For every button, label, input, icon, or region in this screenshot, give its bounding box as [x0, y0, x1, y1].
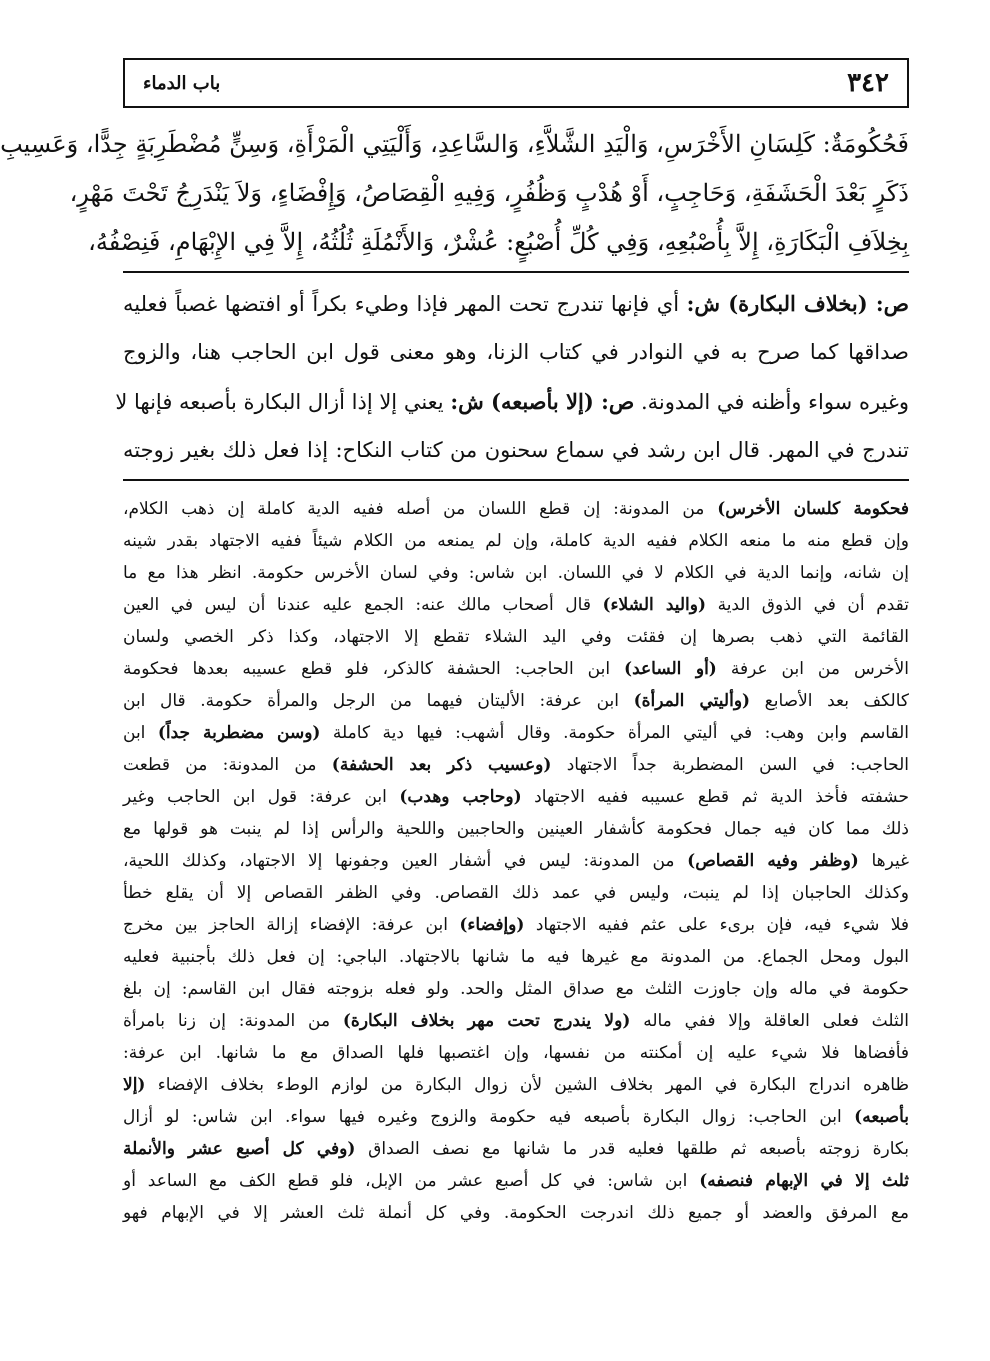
footnote-segment: وكذلك الحاجبان إذا لم ينبت، وليس في عمد ذلك القصاص. وفي الظفر القصاص إلا أن يقلع خطأ: [123, 883, 909, 903]
commentary-segment: أي فإنها تندرج تحت المهر فإذا وطيء بكراً أو افتضها غصباً فعليه: [123, 292, 687, 316]
footnote-segment: حكومة في ماله وإن جاوزت الثلث مع صداق المثل والحد. ولو فعله بزوجته فقال ابن القاسم: إن بلغ: [123, 979, 909, 999]
footnote-segment: حشفته فأخذ الدية ثم قطع عسيبه ففيه الاجتهاد: [521, 787, 909, 807]
footnote-segment-bold: (وعسيب ذكر بعد الحشفة): [331, 755, 552, 775]
footnote-divider: [123, 479, 909, 481]
footnote-segment-bold: (أو الساعد): [624, 659, 717, 679]
footnote-line: [123, 557, 909, 589]
footnote-segment: البول ومحل الجماع. من المدونة مع غيرها فيه ما شانها بالاجتهاد. الباجي: إن فعل ذلك بأجنبية فعليه: [123, 947, 909, 967]
section-divider: [123, 271, 909, 273]
commentary-line: [115, 377, 909, 426]
commentary-segment: تندرج في المهر. قال ابن رشد في سماع سحنون من كتاب النكاح: إذا فعل ذلك بغير زوجته: [123, 438, 909, 462]
page-number: ٣٤٢: [847, 68, 889, 98]
commentary-segment: يعني إلا إذا أزال البكارة بأصبعه فإنها لا: [115, 390, 451, 414]
footnote-segment: الأخرس من ابن عرفة: [716, 659, 909, 679]
footnote-segment-bold: فحكومة كلسان الأخرس): [717, 499, 909, 519]
footnote-line: [123, 589, 909, 621]
footnote-segment: ابن الحاجب: زوال البكارة بأصبعه فيه حكومة والزوج وغيره فيها سواء. ابن شاس: لو أزال: [123, 1107, 855, 1127]
commentary-segment-bold: ص: (بخلاف البكارة) ش:: [686, 291, 909, 316]
footnote-line: [123, 1069, 909, 1101]
footnote-line: [123, 1165, 909, 1197]
footnote-segment: ابن عرفة: الإفضاء إزالة الحاجز بين مخرج: [123, 915, 460, 935]
footnote-segment: ابن: [123, 723, 158, 743]
footnote-segment-bold: (ولا يندرج تحت مهر بخلاف البكارة): [342, 1011, 631, 1031]
footnote-line: [123, 749, 909, 781]
footnote-line: [123, 621, 909, 653]
footnote-line: [123, 525, 909, 557]
footnote-segment: من المدونة: من قطعت: [123, 755, 332, 775]
commentary-line: [123, 426, 909, 475]
commentary-segment: صداقها كما صرح به في النوادر في كتاب الزنا، وهو معنى قول ابن الحاجب هنا، والزوج: [123, 340, 909, 364]
footnote-segment: ذلك مما كان فيه جمال فحكومة كأشفار العينين والحاجبين واللحية والرأس إذا لم ينبت هو قولها مع: [123, 819, 909, 839]
footnote-segment: وإن قطع منه ما منعه الكلام ففيه الدية كاملة، وإن لم يمنعه من الكلام شيئاً ففيه الاجتهاد بقدر شينه: [123, 531, 909, 551]
footnote-line: [123, 877, 909, 909]
commentary-line: [123, 279, 909, 328]
footnote-segment: ابن شاس: في كل أصبع عشر من الإبل، فلو قطع الكف مع الساعد أو: [123, 1171, 700, 1191]
footnote-segment-bold: (واليد الشلاء): [602, 595, 707, 615]
footnote-segment-bold: (وأليتي المرأة): [633, 691, 751, 711]
main-text-line: فَحُكُومَةٌ: كَلِسَانِ الأَخْرَسِ، وَالْيَدِ الشَّلاَّءِ، وَالسَّاعِدِ، وَأَلْيَتِي الْمَرْأَةِ، وَسِنٍّ مُضْطَرِبَةٍ جِدًّا، وَعَسِيبِ: [0, 130, 909, 158]
page-header: [123, 58, 909, 108]
footnote-segment: تقدم أن في الذوق الدية: [706, 595, 909, 615]
footnote-segment: بكارة زوجته بأصبعه ثم طلقها فعليه قدر ما شانها مع نصف الصداق: [355, 1139, 909, 1159]
footnote-line: [123, 1133, 909, 1165]
footnote-segment: فلا شيء فيه، فإن برىء على عثم ففيه الاجتهاد: [524, 915, 909, 935]
footnote-segment-bold: (وإفضاء): [459, 915, 525, 935]
footnote-segment: القاسم وابن وهب: في أليتي المرأة حكومة. وقال أشهب: فيها دية كاملة: [320, 723, 909, 743]
footnote-line: [123, 1101, 909, 1133]
footnote-line: [123, 653, 909, 685]
footnote-line: [123, 845, 909, 877]
footnote-line: [123, 1005, 909, 1037]
footnote-segment: الثلث فعلى العاقلة وإلا ففي ماله: [630, 1011, 909, 1031]
footnote-segment: من المدونة: إن قطع اللسان من أصله ففيه الدية كاملة إن ذهب الكلام،: [123, 499, 718, 519]
footnote-line: [123, 973, 909, 1005]
footnote-segment: من المدونة: ليس في أشفار العين وجفونها إلا الاجتهاد، وكذلك اللحية،: [123, 851, 688, 871]
footnote-segment-bold: (وسن مضطربة جداً): [157, 723, 321, 743]
main-text-line: بِخِلاَفِ الْبَكَارَةِ، إِلاَّ بِأُصْبُعِهِ، وَفِي كُلِّ أُصْبُعٍ: عُشْرٌ، وَالأَنْمُلَةِ ثُلُثُهُ، إِلاَّ فِي الإِبْهَامِ، فَنِصْفُهُ،: [88, 228, 909, 256]
footnote-segment-bold: (إلا: [123, 1075, 146, 1095]
commentary-text: [115, 279, 909, 475]
footnote-segment-bold: (وظفر وفيه القصاص): [687, 851, 859, 871]
footnote-segment-bold: ثلث إلا في الإبهام فنصفه): [699, 1171, 909, 1191]
footnote-segment: ابن عرفة: الأليتان فيهما من الرجل والمرأة حكومة. قال ابن: [123, 691, 634, 711]
page: [0, 58, 910, 1229]
chapter-title: باب الدماء: [143, 72, 221, 94]
footnote-segment: الحاجب: في السن المضطربة جداً الاجتهاد: [551, 755, 910, 775]
footnote-line: [123, 717, 909, 749]
main-text: [0, 120, 909, 267]
footnote-segment-bold: (وحاجب وهدب): [399, 787, 522, 807]
footnote-segment-bold: (وفي كل أصبع عشر والأنملة: [123, 1139, 356, 1159]
footnote-segment: مع المرفق والعضد أو جميع ذلك اندرجت الحكومة. وفي كل أنملة ثلث العشر إلا في الإبهام فهو: [123, 1203, 909, 1223]
footnote-line: [123, 1197, 909, 1229]
footnote-line: [123, 813, 909, 845]
footnote-segment: إن شانه، وإنما الدية في الكلام لا في اللسان. ابن شاس: وفي لسان الأخرس حكومة. انظر هذا مع ما: [123, 563, 909, 583]
footnote-line: [123, 1037, 909, 1069]
commentary-segment: وغيره سواء وأظنه في المدونة.: [634, 390, 909, 414]
footnote-segment: القائمة التي ذهب بصرها إن فقئت وفي اليد الشلاء تقطع إلا الاجتهاد، وكذا ذكر الخصي ولسان: [123, 627, 909, 647]
footnote-line: [123, 909, 909, 941]
commentary-segment-bold: ص: (إلا بأصبعه) ش:: [450, 389, 635, 414]
footnote-line: [123, 941, 909, 973]
footnote-segment: من المدونة: إن زنا بامرأة: [123, 1011, 343, 1031]
footnotes: [123, 493, 909, 1229]
footnote-segment: ظاهره اندراج البكارة في المهر بخلاف الشين لأن زوال البكارة من لوازم الوطء بخلاف الإفضاء: [145, 1075, 909, 1095]
footnote-segment: كالكف بعد الأصابع: [750, 691, 909, 711]
footnote-segment: فأفضاها فلا شيء عليه إن أمكنته من نفسها، وإن اغتصبها فلها الصداق مع ما شانها. ابن عرفة:: [123, 1043, 909, 1063]
footnote-line: [123, 781, 909, 813]
footnote-line: [123, 685, 909, 717]
footnote-segment: قال أصحاب مالك عنه: الجمع عليه عندنا أن ليس في العين: [123, 595, 603, 615]
footnote-segment-bold: بأصبعه): [854, 1107, 909, 1127]
footnote-line: [123, 493, 909, 525]
main-text-line: ذَكَرٍ بَعْدَ الْحَشَفَةِ، وَحَاجِبٍ، أَوْ هُدْبٍ وَظُفُرٍ، وَفِيهِ الْقِصَاصُ، وَإِفْضَاءٍ، وَلاَ يَنْدَرِجُ تَحْتَ مَهْرٍ،: [69, 179, 909, 207]
footnote-segment: ابن الحاجب: الحشفة كالذكر، فلو قطع عسيبه بعدها فحكومة: [123, 659, 625, 679]
footnote-segment: غيرها: [858, 851, 910, 871]
footnote-segment: ابن عرفة: قول ابن الحاجب وغير: [123, 787, 400, 807]
commentary-line: [123, 328, 909, 377]
